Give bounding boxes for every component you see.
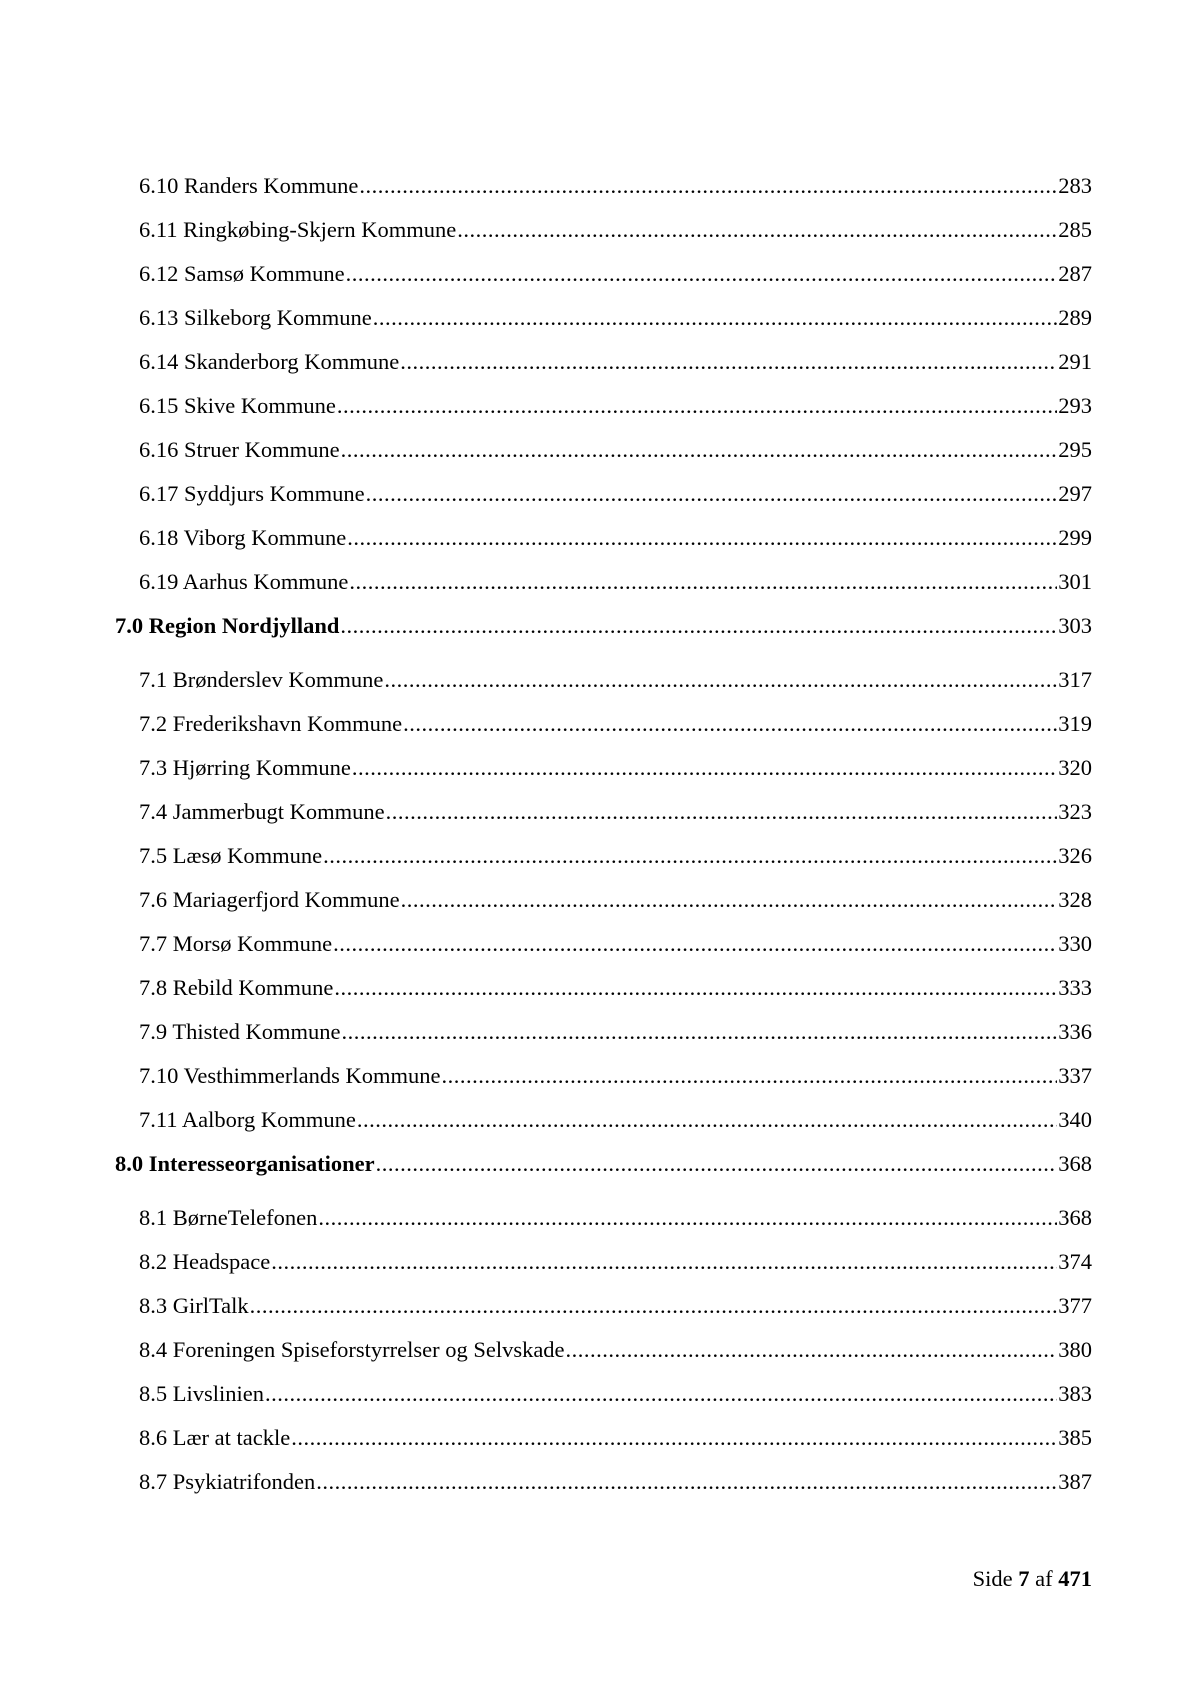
toc-entry[interactable] xyxy=(0,971,1200,1005)
toc-entry-line xyxy=(139,1245,1092,1279)
toc-entry-line xyxy=(139,1333,1092,1367)
toc-entry-title: 6.12 Samsø Kommune xyxy=(139,261,345,286)
toc-entry-page-number: 285 xyxy=(1058,217,1092,242)
toc-entry-line xyxy=(139,433,1092,467)
toc-entry-line xyxy=(139,1103,1092,1137)
toc-entry-title: 7.4 Jammerbugt Kommune xyxy=(139,799,385,824)
toc-entry-page-number: 295 xyxy=(1058,437,1092,462)
toc-entry-title: 6.19 Aarhus Kommune xyxy=(139,569,349,594)
toc-entry[interactable] xyxy=(0,389,1200,423)
toc-entry[interactable] xyxy=(0,1377,1200,1411)
toc-entry-title: 7.6 Mariagerfjord Kommune xyxy=(139,887,400,912)
toc-entry-page-number: 319 xyxy=(1058,711,1092,736)
toc-entry-line xyxy=(115,1147,1092,1181)
dot-leader xyxy=(400,345,1057,379)
toc-entry[interactable] xyxy=(0,521,1200,555)
dot-leader xyxy=(323,839,1057,873)
toc-entry-page-number: 333 xyxy=(1058,975,1092,1000)
toc-entry-page-number: 297 xyxy=(1058,481,1092,506)
dot-leader xyxy=(357,1103,1057,1137)
total-pages-number: 471 xyxy=(1058,1566,1092,1591)
toc-entry-title: 7.1 Brønderslev Kommune xyxy=(139,667,384,692)
dot-leader xyxy=(352,751,1057,785)
dot-leader xyxy=(341,1015,1057,1049)
dot-leader xyxy=(359,169,1057,203)
dot-leader xyxy=(566,1333,1058,1367)
toc-entry[interactable] xyxy=(0,707,1200,741)
dot-leader xyxy=(316,1465,1057,1499)
toc-entry-page-number: 301 xyxy=(1058,569,1092,594)
dot-leader xyxy=(386,795,1058,829)
toc-entry[interactable] xyxy=(0,1465,1200,1499)
toc-entry[interactable] xyxy=(0,927,1200,961)
toc-entry-page-number: 303 xyxy=(1058,613,1092,638)
toc-section-heading[interactable] xyxy=(0,1147,1200,1181)
toc-entry-line xyxy=(139,1377,1092,1411)
toc-entry-page-number: 293 xyxy=(1058,393,1092,418)
toc-entry-title: 7.2 Frederikshavn Kommune xyxy=(139,711,403,736)
toc-entry-line xyxy=(139,345,1092,379)
dot-leader xyxy=(347,521,1057,555)
toc-entry-page-number: 383 xyxy=(1058,1381,1092,1406)
toc-entry-line xyxy=(139,301,1092,335)
toc-entry-title: 7.7 Morsø Kommune xyxy=(139,931,333,956)
toc-entry[interactable] xyxy=(0,213,1200,247)
toc-entry[interactable] xyxy=(0,1103,1200,1137)
toc-entry-title: 6.10 Randers Kommune xyxy=(139,173,359,198)
dot-leader xyxy=(457,213,1057,247)
page-separator: af xyxy=(1035,1566,1053,1591)
toc-entry[interactable] xyxy=(0,477,1200,511)
toc-entry[interactable] xyxy=(0,257,1200,291)
toc-entry-title: 7.10 Vesthimmerlands Kommune xyxy=(139,1063,441,1088)
toc-entry[interactable] xyxy=(0,1421,1200,1455)
dot-leader xyxy=(346,257,1058,291)
toc-entry-page-number: 320 xyxy=(1058,755,1092,780)
toc-entry[interactable] xyxy=(0,1201,1200,1235)
dot-leader xyxy=(401,883,1058,917)
dot-leader xyxy=(265,1377,1057,1411)
dot-leader xyxy=(376,1147,1058,1181)
toc-entry-line xyxy=(139,389,1092,423)
toc-entry-line xyxy=(139,1465,1092,1499)
dot-leader xyxy=(318,1201,1057,1235)
dot-leader xyxy=(250,1289,1058,1323)
toc-entry-line xyxy=(139,1289,1092,1323)
toc-entry-title: 6.15 Skive Kommune xyxy=(139,393,336,418)
dot-leader xyxy=(384,663,1057,697)
toc-entry[interactable] xyxy=(0,1289,1200,1323)
toc-entry-line xyxy=(139,1421,1092,1455)
toc-entry-page-number: 326 xyxy=(1058,843,1092,868)
toc-entry-title: 7.9 Thisted Kommune xyxy=(139,1019,341,1044)
toc-entry-title: 8.0 Interesseorganisationer xyxy=(115,1151,375,1176)
toc-entry-title: 8.1 BørneTelefonen xyxy=(139,1205,318,1230)
toc-entry-line xyxy=(139,169,1092,203)
toc-entry-page-number: 385 xyxy=(1058,1425,1092,1450)
toc-section-heading[interactable] xyxy=(0,609,1200,643)
toc-entry-page-number: 291 xyxy=(1058,349,1092,374)
toc-entry-page-number: 340 xyxy=(1058,1107,1092,1132)
dot-leader xyxy=(373,301,1058,335)
toc-entry-line xyxy=(139,971,1092,1005)
page-label: Side xyxy=(972,1566,1013,1591)
toc-entry-title: 7.0 Region Nordjylland xyxy=(115,613,340,638)
toc-entry-page-number: 283 xyxy=(1058,173,1092,198)
toc-entry-title: 7.5 Læsø Kommune xyxy=(139,843,323,868)
toc-entry-title: 8.6 Lær at tackle xyxy=(139,1425,291,1450)
toc-entry[interactable] xyxy=(0,795,1200,829)
toc-entry-title: 8.7 Psykiatrifonden xyxy=(139,1469,316,1494)
toc-entry[interactable] xyxy=(0,751,1200,785)
toc-entry-page-number: 380 xyxy=(1058,1337,1092,1362)
toc-entry-title: 8.2 Headspace xyxy=(139,1249,271,1274)
toc-entry-page-number: 387 xyxy=(1058,1469,1092,1494)
dot-leader xyxy=(334,971,1057,1005)
toc-entry-title: 6.13 Silkeborg Kommune xyxy=(139,305,372,330)
toc-entry[interactable] xyxy=(0,1015,1200,1049)
toc-entry-page-number: 368 xyxy=(1058,1205,1092,1230)
dot-leader xyxy=(349,565,1057,599)
toc-entry-line xyxy=(139,883,1092,917)
toc-entry-line xyxy=(139,839,1092,873)
toc-entry-line xyxy=(139,1059,1092,1093)
toc-entry-line xyxy=(115,609,1092,643)
toc-entry-line xyxy=(139,213,1092,247)
dot-leader xyxy=(441,1059,1057,1093)
dot-leader xyxy=(340,609,1057,643)
dot-leader xyxy=(366,477,1058,511)
toc-entry-title: 6.17 Syddjurs Kommune xyxy=(139,481,365,506)
toc-entry[interactable] xyxy=(0,301,1200,335)
dot-leader xyxy=(337,389,1057,423)
toc-entry-page-number: 330 xyxy=(1058,931,1092,956)
toc-entry-line xyxy=(139,477,1092,511)
toc-entry-title: 8.4 Foreningen Spiseforstyrrelser og Selvskade xyxy=(139,1337,565,1362)
toc-entry-line xyxy=(139,1015,1092,1049)
toc-entry-line xyxy=(139,565,1092,599)
toc-entry-page-number: 328 xyxy=(1058,887,1092,912)
toc-entry[interactable] xyxy=(0,1059,1200,1093)
toc-entry[interactable] xyxy=(0,169,1200,203)
current-page-number: 7 xyxy=(1018,1566,1030,1591)
toc-entry[interactable] xyxy=(0,1333,1200,1367)
toc-entry-page-number: 289 xyxy=(1058,305,1092,330)
toc-entry[interactable] xyxy=(0,663,1200,697)
toc-entry-line xyxy=(139,1201,1092,1235)
page-number-footer xyxy=(973,1562,1092,1596)
toc-entry-page-number: 337 xyxy=(1058,1063,1092,1088)
toc-entry-line xyxy=(139,751,1092,785)
toc-entry-line xyxy=(139,927,1092,961)
toc-entry-line xyxy=(139,795,1092,829)
toc-entry[interactable] xyxy=(0,345,1200,379)
toc-entry-title: 6.14 Skanderborg Kommune xyxy=(139,349,400,374)
toc-entry-page-number: 317 xyxy=(1058,667,1092,692)
toc-entry-page-number: 377 xyxy=(1058,1293,1092,1318)
toc-entry-title: 6.18 Viborg Kommune xyxy=(139,525,347,550)
toc-entry[interactable] xyxy=(0,433,1200,467)
toc-entry-title: 8.5 Livslinien xyxy=(139,1381,264,1406)
toc-entry-line xyxy=(139,663,1092,697)
toc-entry-line xyxy=(139,707,1092,741)
toc-entry[interactable] xyxy=(0,1245,1200,1279)
dot-leader xyxy=(291,1421,1057,1455)
toc-entry[interactable] xyxy=(0,883,1200,917)
toc-entry-page-number: 336 xyxy=(1058,1019,1092,1044)
toc-entry-page-number: 368 xyxy=(1058,1151,1092,1176)
toc-entry-page-number: 374 xyxy=(1058,1249,1092,1274)
toc-entry-title: 6.16 Struer Kommune xyxy=(139,437,340,462)
dot-leader xyxy=(333,927,1057,961)
toc-entry-page-number: 323 xyxy=(1058,799,1092,824)
dot-leader xyxy=(403,707,1057,741)
toc-entry-title: 8.3 GirlTalk xyxy=(139,1293,249,1318)
toc-entry[interactable] xyxy=(0,839,1200,873)
toc-entry-line xyxy=(139,257,1092,291)
toc-entry-title: 7.11 Aalborg Kommune xyxy=(139,1107,356,1132)
toc-entry-page-number: 299 xyxy=(1058,525,1092,550)
toc-entry-title: 7.8 Rebild Kommune xyxy=(139,975,334,1000)
toc-entry-page-number: 287 xyxy=(1058,261,1092,286)
toc-entry[interactable] xyxy=(0,565,1200,599)
dot-leader xyxy=(271,1245,1057,1279)
toc-entry-line xyxy=(139,521,1092,555)
dot-leader xyxy=(341,433,1058,467)
toc-entry-title: 6.11 Ringkøbing-Skjern Kommune xyxy=(139,217,457,242)
toc-entry-title: 7.3 Hjørring Kommune xyxy=(139,755,351,780)
